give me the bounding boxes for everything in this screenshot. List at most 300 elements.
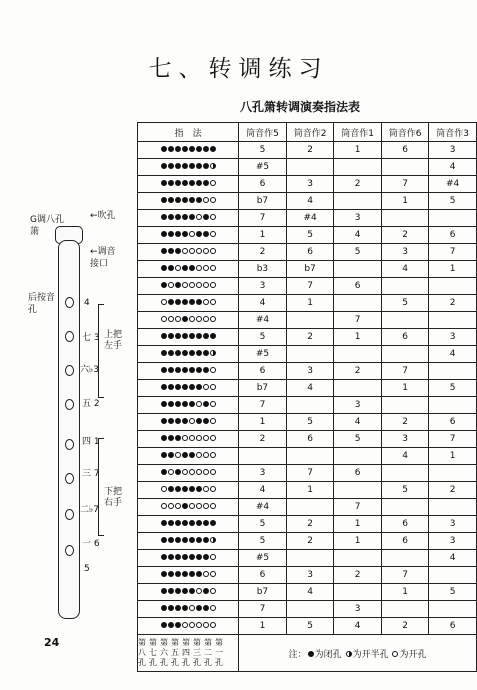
note-cell: 3 (286, 363, 334, 380)
page-number: 24 (44, 636, 60, 649)
note-cell: 5 (429, 193, 477, 210)
note-closed: 为闭孔 (314, 649, 342, 660)
closed-hole-icon (168, 265, 174, 271)
closed-hole-icon (161, 384, 167, 390)
open-hole-icon (210, 605, 216, 611)
closed-hole-icon (161, 367, 167, 373)
note-cell: 4 (429, 159, 477, 176)
hole-mark: 一 6 (82, 539, 100, 549)
note-cell (334, 295, 381, 312)
fingering-cell (138, 244, 239, 261)
closed-hole-icon (175, 622, 181, 628)
closed-hole-icon (189, 333, 195, 339)
table-row (138, 550, 477, 567)
left-hand-label: 上把左手 (104, 330, 123, 351)
note-cell: 6 (239, 176, 287, 193)
note-cell: 7 (239, 397, 287, 414)
note-cell: 3 (429, 516, 477, 533)
note-cell: #4 (239, 499, 287, 516)
note-cell: 3 (429, 533, 477, 550)
open-hole-icon (210, 486, 216, 492)
closed-hole-icon (182, 452, 188, 458)
closed-hole-icon (168, 486, 174, 492)
table-row (138, 210, 477, 227)
open-hole-icon (168, 469, 174, 475)
fingering-cell (138, 414, 239, 431)
note-cell: 2 (381, 618, 428, 635)
closed-hole-icon (168, 248, 174, 254)
open-hole-icon (189, 503, 195, 509)
hole-names (138, 635, 239, 672)
table-row (138, 312, 477, 329)
fingering-cell (138, 278, 239, 295)
open-hole-icon (392, 651, 398, 657)
open-hole-icon (182, 435, 188, 441)
half-hole-icon (210, 350, 216, 356)
note-cell: 2 (286, 142, 334, 159)
closed-hole-icon (203, 401, 209, 407)
note-cell (334, 584, 381, 601)
open-hole-icon (210, 248, 216, 254)
open-hole-icon (203, 265, 209, 271)
closed-hole-icon (210, 333, 216, 339)
note-cell: 6 (334, 278, 381, 295)
note-cell (381, 397, 428, 414)
open-hole-icon (203, 299, 209, 305)
note-cell: 4 (334, 227, 381, 244)
closed-hole-icon (189, 452, 195, 458)
note-cell: 3 (429, 329, 477, 346)
table-row (138, 159, 477, 176)
open-hole-icon (203, 384, 209, 390)
closed-hole-icon (182, 520, 188, 526)
table-row (138, 176, 477, 193)
note-cell: b7 (239, 380, 287, 397)
table-title: 八孔箫转调演奏指法表 (240, 100, 361, 114)
open-hole-icon (189, 316, 195, 322)
closed-hole-icon (161, 197, 167, 203)
closed-hole-icon (161, 520, 167, 526)
closed-hole-icon (203, 554, 209, 560)
note-cell: 2 (286, 329, 334, 346)
note-cell: 3 (239, 278, 287, 295)
closed-hole-icon (168, 571, 174, 577)
fingering-cell (138, 261, 239, 278)
note-cell (334, 193, 381, 210)
note-cell: 6 (239, 363, 287, 380)
open-hole-icon (189, 622, 195, 628)
closed-hole-icon (175, 486, 181, 492)
note-cell (334, 346, 381, 363)
table-row (138, 346, 477, 363)
tuning-joint-label: ←调音接口 (90, 247, 116, 269)
open-hole-icon (161, 316, 167, 322)
note-cell: 7 (286, 278, 334, 295)
closed-hole-icon (182, 571, 188, 577)
closed-hole-icon (203, 333, 209, 339)
closed-hole-icon (189, 299, 195, 305)
closed-hole-icon (189, 520, 195, 526)
open-hole-icon (189, 469, 195, 475)
note-cell: 7 (429, 244, 477, 261)
note-cell: 2 (429, 482, 477, 499)
closed-hole-icon (161, 435, 167, 441)
note-cell: 2 (239, 431, 287, 448)
closed-hole-icon (175, 248, 181, 254)
note-cell: 1 (239, 414, 287, 431)
fingering-table (137, 122, 477, 672)
closed-hole-icon (196, 554, 202, 560)
note-cell: 3 (334, 601, 381, 618)
header-key: 筒音作3 (429, 123, 477, 142)
flute-hole (65, 297, 74, 308)
closed-hole-icon (168, 197, 174, 203)
closed-hole-icon (168, 588, 174, 594)
closed-hole-icon (175, 418, 181, 424)
note-cell: 2 (429, 295, 477, 312)
open-hole-icon (210, 231, 216, 237)
fingering-cell (138, 380, 239, 397)
closed-hole-icon (161, 214, 167, 220)
table-row (138, 533, 477, 550)
closed-hole-icon (175, 282, 181, 288)
hole-name: 第三孔 (193, 638, 202, 667)
back-hole-label: 后按音孔 (28, 293, 56, 315)
open-hole-icon (210, 588, 216, 594)
note-cell: 5 (286, 618, 334, 635)
note-cell: 1 (239, 618, 287, 635)
note-cell: 2 (239, 244, 287, 261)
closed-hole-icon (175, 350, 181, 356)
note-cell: 6 (334, 465, 381, 482)
note-cell: 5 (334, 431, 381, 448)
closed-hole-icon (203, 231, 209, 237)
closed-hole-icon (175, 214, 181, 220)
closed-hole-icon (175, 469, 181, 475)
note-cell: 7 (381, 176, 428, 193)
note-cell: 4 (381, 261, 428, 278)
hole-mark: 六♭3 (80, 365, 99, 375)
hole-mark: 五 2 (82, 399, 100, 409)
open-hole-icon (203, 469, 209, 475)
note-cell (381, 159, 428, 176)
note-cell: 2 (334, 176, 381, 193)
closed-hole-icon (189, 265, 195, 271)
note-cell: 4 (239, 295, 287, 312)
note-prefix: 注： (288, 649, 307, 660)
note-cell: 3 (286, 567, 334, 584)
table-row (138, 261, 477, 278)
closed-hole-icon (182, 401, 188, 407)
closed-hole-icon (168, 622, 174, 628)
note-cell (334, 261, 381, 278)
closed-hole-icon (203, 180, 209, 186)
table-row (138, 380, 477, 397)
note-cell: 3 (381, 244, 428, 261)
closed-hole-icon (161, 282, 167, 288)
note-cell (381, 346, 428, 363)
note-cell: 5 (429, 380, 477, 397)
open-hole-icon (210, 469, 216, 475)
note-cell: 4 (286, 193, 334, 210)
note-cell (286, 448, 334, 465)
fingering-cell (138, 516, 239, 533)
open-hole-icon (210, 316, 216, 322)
closed-hole-icon (189, 384, 195, 390)
closed-hole-icon (189, 350, 195, 356)
note-cell: 6 (286, 244, 334, 261)
open-hole-icon (210, 435, 216, 441)
note-cell: 6 (381, 533, 428, 550)
closed-hole-icon (161, 146, 167, 152)
closed-hole-icon (182, 503, 188, 509)
note-cell: 3 (381, 431, 428, 448)
open-hole-icon (210, 197, 216, 203)
closed-hole-icon (182, 588, 188, 594)
closed-hole-icon (161, 571, 167, 577)
closed-hole-icon (168, 452, 174, 458)
open-hole-icon (182, 622, 188, 628)
closed-hole-icon (175, 554, 181, 560)
note-cell: b7 (239, 584, 287, 601)
fingering-cell (138, 295, 239, 312)
blow-hole-label: ←吹孔 (90, 211, 116, 221)
note-cell: 3 (334, 397, 381, 414)
table-row (138, 482, 477, 499)
closed-hole-icon (175, 231, 181, 237)
table-row (138, 295, 477, 312)
fingering-cell (138, 499, 239, 516)
closed-hole-icon (203, 367, 209, 373)
closed-hole-icon (182, 333, 188, 339)
closed-hole-icon (203, 605, 209, 611)
fingering-cell (138, 550, 239, 567)
open-hole-icon (189, 435, 195, 441)
open-hole-icon (210, 384, 216, 390)
table-row (138, 601, 477, 618)
closed-hole-icon (196, 520, 202, 526)
note-cell: 7 (381, 363, 428, 380)
closed-hole-icon (168, 435, 174, 441)
closed-hole-icon (175, 537, 181, 543)
open-hole-icon (210, 401, 216, 407)
note-cell: 2 (334, 567, 381, 584)
open-hole-icon (168, 503, 174, 509)
note-cell (286, 601, 334, 618)
left-hand-brace (98, 304, 104, 398)
note-cell: 6 (381, 142, 428, 159)
closed-hole-icon (168, 554, 174, 560)
note-cell (429, 499, 477, 516)
note-cell: 5 (286, 227, 334, 244)
note-cell (334, 380, 381, 397)
open-hole-icon (196, 469, 202, 475)
note-cell: 1 (334, 329, 381, 346)
note-cell (334, 159, 381, 176)
flute-hole (65, 439, 74, 450)
fingering-cell (138, 618, 239, 635)
table-row (138, 227, 477, 244)
table-row (138, 363, 477, 380)
closed-hole-icon (168, 401, 174, 407)
closed-hole-icon (203, 520, 209, 526)
closed-hole-icon (168, 333, 174, 339)
note-cell: 6 (381, 329, 428, 346)
open-hole-icon (189, 282, 195, 288)
fingering-cell (138, 363, 239, 380)
open-hole-icon (161, 503, 167, 509)
note-cell (286, 550, 334, 567)
note-cell: 1 (381, 193, 428, 210)
open-hole-icon (175, 503, 181, 509)
closed-hole-icon (168, 537, 174, 543)
closed-hole-icon (189, 367, 195, 373)
closed-hole-icon (196, 605, 202, 611)
note-cell (381, 601, 428, 618)
closed-hole-icon (175, 605, 181, 611)
note-cell (429, 363, 477, 380)
note-cell (381, 550, 428, 567)
note-cell (429, 278, 477, 295)
note-cell: 4 (429, 550, 477, 567)
closed-hole-icon (189, 180, 195, 186)
note-cell (286, 499, 334, 516)
closed-hole-icon (182, 384, 188, 390)
fingering-cell (138, 346, 239, 363)
closed-hole-icon (196, 367, 202, 373)
hole-name: 第五孔 (171, 638, 180, 667)
closed-hole-icon (168, 605, 174, 611)
closed-hole-icon (161, 605, 167, 611)
open-hole-icon (210, 367, 216, 373)
closed-hole-icon (168, 299, 174, 305)
closed-hole-icon (161, 350, 167, 356)
closed-hole-icon (175, 163, 181, 169)
closed-hole-icon (161, 231, 167, 237)
open-hole-icon (203, 248, 209, 254)
closed-hole-icon (203, 350, 209, 356)
note-cell: #4 (286, 210, 334, 227)
note-cell: 7 (239, 601, 287, 618)
note-cell: 1 (381, 584, 428, 601)
note-cell: 1 (334, 533, 381, 550)
open-hole-icon (175, 452, 181, 458)
closed-hole-icon (189, 486, 195, 492)
open-hole-icon (175, 316, 181, 322)
fingering-cell (138, 465, 239, 482)
closed-hole-icon (161, 469, 167, 475)
note-cell: 2 (286, 516, 334, 533)
closed-hole-icon (175, 197, 181, 203)
closed-hole-icon (161, 265, 167, 271)
closed-hole-icon (182, 486, 188, 492)
closed-hole-icon (175, 299, 181, 305)
open-hole-icon (196, 265, 202, 271)
closed-hole-icon (203, 163, 209, 169)
note-cell (334, 550, 381, 567)
closed-hole-icon (168, 367, 174, 373)
note-cell: 5 (239, 533, 287, 550)
page-title: 七、转调练习 (148, 56, 329, 82)
flute-hole (65, 399, 74, 410)
closed-hole-icon (189, 197, 195, 203)
note-cell: b3 (239, 261, 287, 278)
closed-hole-icon (175, 333, 181, 339)
note-cell: b7 (239, 193, 287, 210)
note-cell: 4 (334, 414, 381, 431)
note-cell: 1 (239, 227, 287, 244)
note-cell: 1 (429, 261, 477, 278)
open-hole-icon (196, 316, 202, 322)
open-hole-icon (189, 418, 195, 424)
note-cell: 5 (239, 329, 287, 346)
fingering-cell (138, 142, 239, 159)
note-cell: 2 (334, 363, 381, 380)
note-cell: 5 (381, 482, 428, 499)
open-hole-icon (203, 197, 209, 203)
closed-hole-icon (196, 333, 202, 339)
header-key: 筒音作5 (239, 123, 287, 142)
hole-mark: 5 (84, 564, 90, 574)
closed-hole-icon (161, 622, 167, 628)
closed-hole-icon (161, 163, 167, 169)
closed-hole-icon (203, 214, 209, 220)
closed-hole-icon (182, 299, 188, 305)
closed-hole-icon (182, 367, 188, 373)
flute-hole (65, 509, 74, 520)
note-cell: 5 (239, 142, 287, 159)
hole-mark: 三 7 (82, 469, 100, 479)
flute-hole (65, 545, 74, 556)
open-hole-icon (203, 282, 209, 288)
closed-hole-icon (182, 146, 188, 152)
note-cell: 2 (286, 533, 334, 550)
closed-hole-icon (196, 146, 202, 152)
note-cell: #4 (429, 176, 477, 193)
note-cell: 7 (429, 431, 477, 448)
note-cell: 6 (429, 618, 477, 635)
closed-hole-icon (189, 163, 195, 169)
closed-hole-icon (203, 588, 209, 594)
note-cell (429, 210, 477, 227)
hole-mark: 4 (84, 298, 90, 308)
note-cell (429, 567, 477, 584)
closed-hole-icon (161, 588, 167, 594)
open-hole-icon (203, 435, 209, 441)
note-cell: 4 (286, 584, 334, 601)
note-half: 为开半孔 (352, 649, 389, 660)
open-hole-icon (196, 401, 202, 407)
note-cell: 7 (334, 499, 381, 516)
open-hole-icon (168, 282, 174, 288)
note-cell: 4 (286, 380, 334, 397)
fingering-cell (138, 210, 239, 227)
open-hole-icon (203, 622, 209, 628)
closed-hole-icon (168, 146, 174, 152)
table-row (138, 465, 477, 482)
open-hole-icon (182, 248, 188, 254)
half-hole-icon (346, 651, 352, 657)
hole-name: 第六孔 (160, 638, 169, 667)
closed-hole-icon (189, 401, 195, 407)
fingering-cell (138, 448, 239, 465)
closed-hole-icon (203, 537, 209, 543)
open-hole-icon (210, 299, 216, 305)
open-hole-icon (203, 316, 209, 322)
closed-hole-icon (161, 401, 167, 407)
closed-hole-icon (175, 435, 181, 441)
note-cell: 5 (381, 295, 428, 312)
